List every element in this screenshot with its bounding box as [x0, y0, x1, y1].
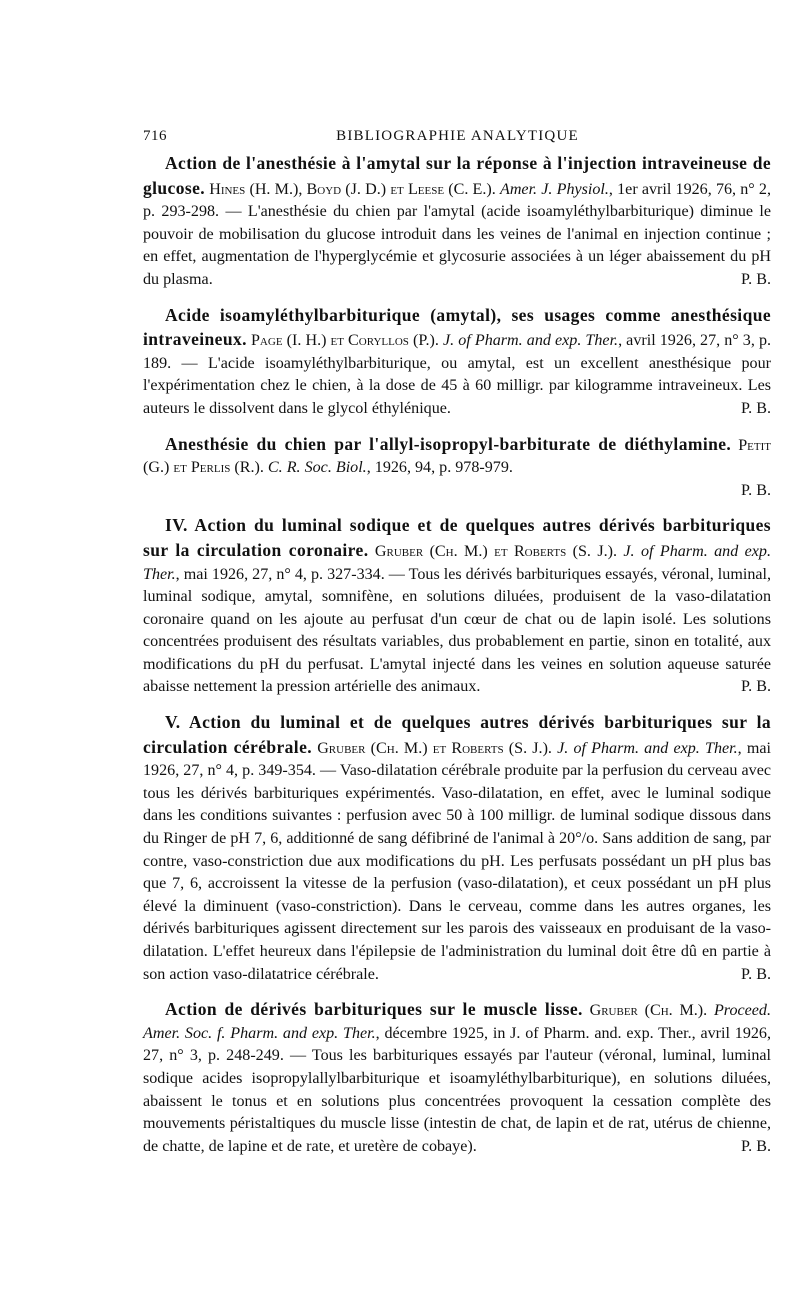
entry-journal: J. of Pharm. and exp. Ther.	[557, 739, 738, 757]
bibliography-entry	[143, 433, 771, 503]
entry-authors: Gruber (Ch. M.) et Roberts (S. J.).	[374, 542, 617, 560]
entry-citation: , 1926, 94, p. 978-979.	[366, 459, 513, 477]
entry-authors: Hines (H. M.), Boyd (J. D.) et Leese (C. E.).	[209, 180, 496, 198]
running-title: BIBLIOGRAPHIE ANALYTIQUE	[336, 128, 579, 144]
entry-authors: Petit (G.) et Perlis (R.).	[143, 436, 772, 477]
page-header	[143, 128, 772, 150]
entry-signature: P. B.	[741, 965, 771, 983]
entry-abstract: — Vaso-dilatation cérébrale produite par la perfusion du cerveau avec tous les dérivés barbituriques expérimentés. Vaso-dilatation, en effet, avec le luminal sodique dans les conditions suivantes : perfusion avec 50 à 100 milligr. de luminal sodique dissous dans du Ringer de pH 7, 6, additionné de sang défibriné de l'animal à 20°/o. Sans addition de sang, par contre, vaso-constriction due aux modifications du pH. Les perfusats possédant un pH plus bas que 7, 6, accroissent la vitesse de la perfusion (vaso-dilatation), et ceux possédant un pH plus élevé la diminuent (vaso-constriction). Dans le cerveau, comme dans les autres organes, les dérivés barbituriques agissent directement sur les parois des vaisseaux en produisant de la vaso-dilatation. L'effet heureux dans l'épilepsie de l'administration du luminal doit être dû en partie à son action vaso-dilatatrice cérébrale.	[143, 762, 771, 983]
entry-title: Action de dérivés barbituriques sur le muscle lisse.	[165, 999, 583, 1020]
entry-title: Action de l'anesthésie à l'amytal sur la réponse à l'injection intraveineuse de glucose.	[143, 153, 771, 198]
entry-abstract: — Tous les barbituriques essayés par l'auteur (véronal, luminal, luminal sodique acides isopropylallylbarbiturique et isoamyléthylbarbiturique), en solutions diluées, abaissent le tonus et en solutions plus concentrées provoquent la cessation complète des mouvements péristaltiques du muscle lisse (intestin de chat, de lapin et de rat, utérus de chienne, de chatte, de lapine et de rate, et uretère de cobaye).	[143, 1047, 771, 1155]
bibliography-entry	[143, 152, 771, 292]
entry-citation: , mai 1926, 27, n° 4, p. 349-354.	[143, 739, 771, 780]
bibliography-entry	[143, 514, 771, 699]
entry-abstract: — L'anesthésie du chien par l'amytal (acide isoamyléthylbarbiturique) diminue le pouvoir de mobilisation du glucose introduit dans les veines de l'animal en injection continue ; en effet, augmentation de l'hyperglycémie et glycosurie associées à un léger abaissement du pH du plasma.	[143, 203, 771, 288]
entry-signature: P. B.	[741, 270, 771, 288]
entry-authors: Page (I. H.) et Coryllos (P.).	[250, 332, 439, 350]
entry-citation: , 1er avril 1926, 76, n° 2, p. 293-298.	[143, 180, 771, 221]
entry-journal: J. of Pharm. and exp. Ther.	[143, 542, 772, 583]
entry-journal: Amer. J. Physiol.	[499, 180, 609, 198]
entry-title: Anesthésie du chien par l'allyl-isopropyl-barbiturate de diéthylamine.	[165, 433, 732, 454]
entry-authors: Gruber (Ch. M.).	[589, 1002, 708, 1020]
entry-signature: P. B.	[741, 678, 771, 696]
entry-signature: P. B.	[741, 481, 771, 499]
entry-title: IV. Action du luminal sodique et de quelques autres dérivés barbituriques sur la circulation coronaire.	[143, 515, 771, 560]
entry-citation: , mai 1926, 27, n° 4, p. 327-334.	[175, 565, 385, 583]
bibliography-entry	[143, 998, 771, 1158]
entry-journal: J. of Pharm. and exp. Ther.	[443, 332, 619, 350]
entry-citation: , décembre 1925, in J. of Pharm. and. exp. Ther., avril 1926, 27, n° 3, p. 248-249.	[143, 1024, 772, 1065]
entry-abstract: — L'acide isoamyléthylbarbiturique, ou amytal, est un excellent anesthésique pour l'expérimentation chez le chien, à la dose de 45 à 60 milligr. par kilogramme intraveineux. Les auteurs le dissolvent dans le glycol éthylénique.	[143, 354, 771, 417]
entry-title: V. Action du luminal et de quelques autres dérivés barbituriques sur la circulation cérébrale.	[143, 712, 771, 757]
entry-journal: Proceed. Amer. Soc. f. Pharm. and exp. Ther.	[143, 1002, 771, 1042]
entry-title: Acide isoamyléthylbarbiturique (amytal), ses usages comme anesthésique intraveineux.	[143, 304, 771, 350]
entry-abstract: — Tous les dérivés barbituriques essayés, véronal, luminal, luminal sodique, amytal, somnifène, en solutions diluées, produisent de la vaso-dilatation coronaire quand on les ajoute au perfusat d'un cœur de chat ou de lapin isolé. Les solutions concentrées produisent des résultats variables, dus probablement en partie, sinon en totalité, aux modifications du pH du perfusat. L'amytal injecté dans les veines en solution aqueuse saturée abaisse nettement la pression artérielle des animaux.	[143, 565, 772, 696]
page-number: 716	[143, 128, 167, 144]
entry-signature: P. B.	[741, 399, 771, 417]
bibliography-entry	[143, 304, 771, 421]
entry-list	[143, 152, 771, 1170]
entry-citation: , avril 1926, 27, n° 3, p. 189.	[143, 332, 772, 372]
entry-authors: Gruber (Ch. M.) et Roberts (S. J.).	[317, 739, 552, 757]
bibliography-entry	[143, 711, 771, 986]
entry-signature: P. B.	[741, 1137, 771, 1155]
entry-journal: C. R. Soc. Biol.	[267, 459, 367, 477]
